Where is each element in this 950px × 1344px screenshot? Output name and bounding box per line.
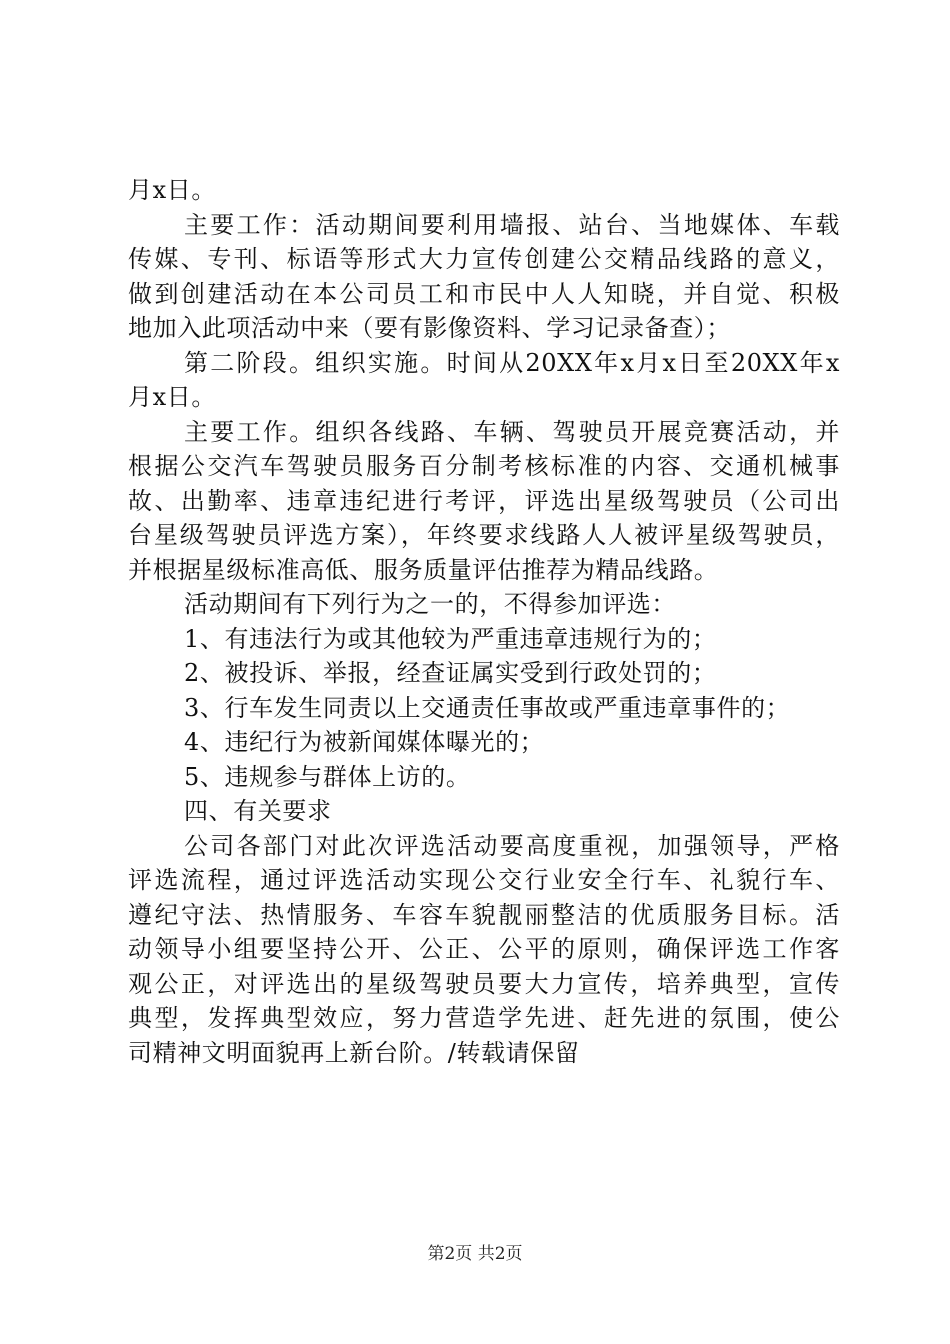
text-line: 做到创建活动在本公司员工和市民中人人知晓，并自觉、积极 xyxy=(128,279,840,308)
text-line: 故、出勤率、违章违纪进行考评，评选出星级驾驶员（公司出 xyxy=(128,486,840,515)
text-line: 传媒、专刊、标语等形式大力宣传创建公交精品线路的意义， xyxy=(128,245,840,273)
text-line: 典型，发挥典型效应，努力营造学先进、赶先进的氛围，使公 xyxy=(128,1004,840,1032)
text-line: 台星级驾驶员评选方案），年终要求线路人人被评星级驾驶员， xyxy=(128,521,840,549)
text-line: 4、违纪行为被新闻媒体曝光的； xyxy=(184,728,545,756)
text-line: 动领导小组要坚持公开、公正、公平的原则，确保评选工作客 xyxy=(128,935,840,963)
section-heading: 四、有关要求 xyxy=(184,797,332,825)
document-body xyxy=(128,173,840,1070)
text-line: 第二阶段。组织实施。时间从20XX年x月x日至20XX年x xyxy=(184,348,840,377)
text-line: 公司各部门对此次评选活动要高度重视，加强领导，严格 xyxy=(184,831,840,860)
text-line: 根据公交汽车驾驶员服务百分制考核标准的内容、交通机械事 xyxy=(128,452,840,480)
text-line: 司精神文明面貌再上新台阶。/转载请保留 xyxy=(128,1038,580,1067)
text-line: 活动期间有下列行为之一的，不得参加评选： xyxy=(184,590,676,618)
text-line: 地加入此项活动中来（要有影像资料、学习记录备查）； xyxy=(128,314,731,342)
text-line: 主要工作：活动期间要利用墙报、站台、当地媒体、车载 xyxy=(184,210,840,239)
text-line: 遵纪守法、热情服务、车容车貌靓丽整洁的优质服务目标。活 xyxy=(128,900,840,929)
text-line: 2、被投诉、举报，经查证属实受到行政处罚的； xyxy=(184,659,717,687)
text-line: 1、有违法行为或其他较为严重违章违规行为的； xyxy=(184,624,717,653)
text-line: 3、行车发生同责以上交通责任事故或严重违章事件的； xyxy=(184,693,791,722)
text-line: 评选流程，通过评选活动实现公交行业安全行车、礼貌行车、 xyxy=(128,866,840,894)
page-number: 第2页 共2页 xyxy=(427,1244,523,1264)
text-line: 月x日。 xyxy=(128,176,216,204)
text-line: 5、违规参与群体上访的。 xyxy=(184,762,471,791)
text-line: 月x日。 xyxy=(128,383,216,411)
text-line: 并根据星级标准高低、服务质量评估推荐为精品线路。 xyxy=(128,555,719,584)
text-line: 观公正，对评选出的星级驾驶员要大力宣传，培养典型，宣传 xyxy=(128,969,840,998)
text-line: 主要工作。组织各线路、车辆、驾驶员开展竞赛活动，并 xyxy=(184,417,840,446)
